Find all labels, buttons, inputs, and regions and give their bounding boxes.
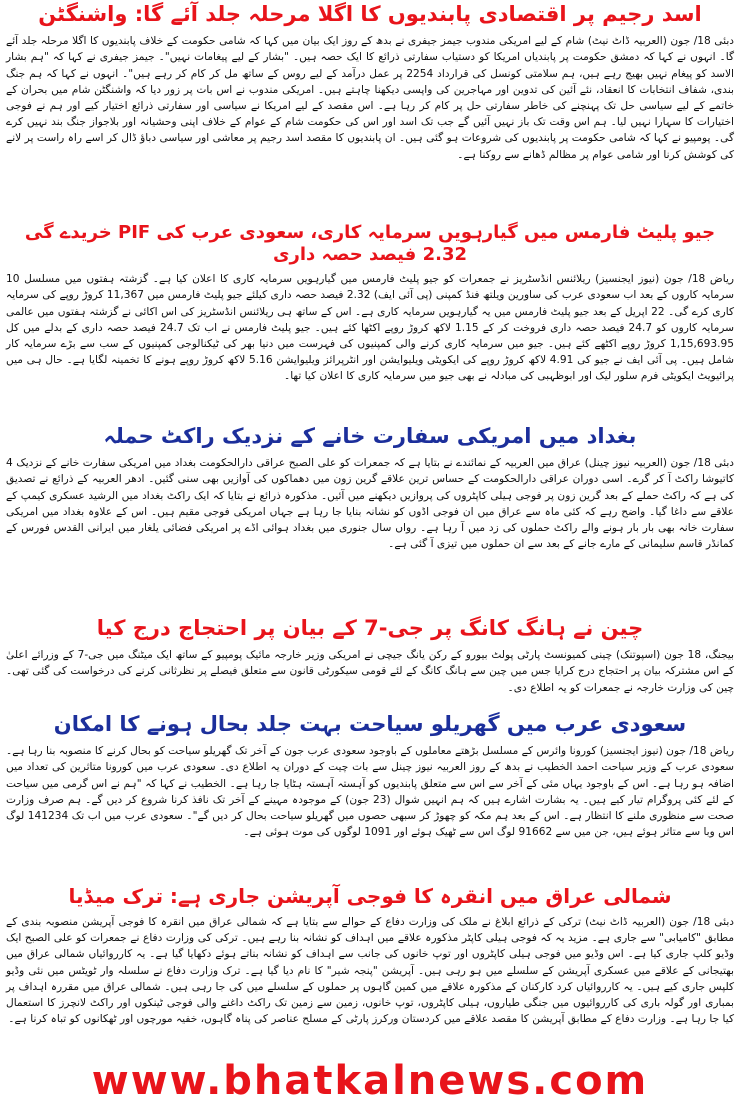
article-asad-sanctions bbox=[6, 2, 734, 163]
headline: شمالی عراق میں انقرہ کا فوجی آپریشن جاری ہے: ترک میڈیا bbox=[68, 884, 672, 908]
article-body: ریاض 18/ جون (نیوز ایجنسیز) ریلائنس انڈسٹریز نے جمعرات کو جیو پلیٹ فارمس میں گیارہویں سرمایہ کاری کا اعلان کیا ہے۔ گزشتہ ہفتوں میں مسلسل 10 سرمایہ کاروں کے بعد اب سعودی عرب کی ساورین ویلتھ فنڈ کمپنی (پی آئی ایف) 2.32 فیصد حصہ داری کیلئے جیو پلیٹ فارمس میں 11,367 کروڑ روپے کی سرمایہ کاری کرے گی۔ 22 اپریل کے بعد جیو پلیٹ فارمس میں یہ گیارہویں سرمایہ کاری ہے۔ اس کے ساتھ ہی ریلائنس انڈسٹریز کی اس اکائی نے گزشتہ ہفتوں میں عالمی سرمایہ کاروں کو 24.7 فیصد حصہ داری فروخت کر کے 1.15 لاکھ کروڑ روپے اکٹھا کئے ہیں۔ جیو پلیٹ فارمس نے اب تک 24.7 فیصد حصہ داری کے بدلے میں کل 1,15,693.95 کروڑ روپے اکٹھے کئے ہیں۔ جیو میں سرمایہ کاری کرنے والی کمپنیوں کی فہرست میں دنیا بھر کی ٹیکنالوجی کمپنیوں کے سب سے بڑے سرمایہ کار شامل ہیں۔ پی آئی ایف نے جیو کی 4.91 لاکھ کروڑ روپے کی ایکویٹی ویلیوایشن اور انٹرپرائز ویلیوایشن 5.16 لاکھ کروڑ روپے ہونے کا تخمینہ لگایا ہے۔ حال ہی میں پرائیویٹ ایکویٹی فرم سلور لیک اور ابوظہبی کی مبادلہ نے بھی جیو میں سرمایہ کاری کا اعلان کیا تھا۔ bbox=[6, 273, 735, 383]
article-body: دبئی 18/ جون (العربیہ ڈاٹ نیٹ) ترکی کے ذرائع ابلاغ نے ملک کی وزارت دفاع کے حوالے سے بتایا ہے کہ شمالی عراق میں انقرہ کا فوجی آپریشن منصوبہ بندی کے مطابق "کامیابی" سے جاری ہے۔ مزید یہ کہ فوجی ہیلی کاپٹر مذکورہ علاقے میں اہداف کو نشانہ بنا رہے ہیں۔ ترکی کی وزارت دفاع نے جمعرات کو علی الصبح ایک وڈیو کلپ جاری کیا ہے۔ اس وڈیو میں فوجی ہیلی کاپٹروں اور توپ خانوں کی جانب سے اہداف کو نشانہ بناتے ہوئے دکھایا گیا ہے۔ یہ کارروائیاں شمالی عراق میں بھتیجانی کے علاقے میں عسکری آپریشن کے سلسلے میں ہو رہی ہیں۔ آپریشن "پنجہ شیر" کا نام دیا گیا ہے۔ ترک وزارت دفاع نے سلسلہ وار ٹویٹس میں نئی وڈیو کلپس جاری کیے ہیں۔ یہ کارروائیاں کرد کارکنان کے مذکورہ علاقے میں کمین گاہوں پر حملوں کے سلسلے میں کی جا رہی ہیں۔ شمالی عراق میں مقررہ اہداف پر بمباری اور گولہ باری کی کارروائیوں میں جنگی طیاروں، ہیلی کاپٹروں، توپ خانوں، زمین سے زمین تک راکٹ داغنے والی فوجی ٹینکوں اور راکٹ لانچرز کا استعمال کیا جا رہا ہے۔ وزارت دفاع کے مطابق آپریشن کا مقصد علاقے میں کردستان ورکرز پارٹی کے مسلح عناصر کی پناہ گاہوں، خفیہ مورچوں اور ٹھکانوں کو تباہ کرنا ہے۔ bbox=[6, 916, 735, 1026]
article-iraq-operation bbox=[6, 884, 734, 1027]
headline: جیو پلیٹ فارمس میں گیارہویں سرمایہ کاری، سعودی عرب کی PIF خریدے گی 2.32 فیصد حصہ داری bbox=[24, 222, 716, 265]
article-jio-pif bbox=[6, 222, 734, 385]
headline: چین نے ہانگ کانگ پر جی-7 کے بیان پر احتجاج درج کیا bbox=[96, 616, 644, 640]
article-body: ریاض 18/ جون (نیوز ایجنسیز) کورونا وائرس کے مسلسل بڑھتے معاملوں کے باوجود سعودی عرب جون کے آخر تک گھریلو سیاحت کو بحال کرنے کا منصوبہ بنا رہا ہے۔ سعودی عرب کے وزیر سیاحت احمد الخطیب نے بدھ کے روز العربیہ نیوز چینل سے بات چیت کے دوران یہ اطلاع دی۔ سعودی عرب میں کورونا متاثرین کی تعداد میں اضافہ ہو رہا ہے۔ اس کے باوجود یہاں مئی کے آخر سے اس سے متعلق پابندیوں کو آہستہ آہستہ ہٹایا جا رہا ہے۔ الخطیب نے کہا کہ "ہم نے اس گرمی میں سیاحت کے لئے کئی پروگرام تیار کیے ہیں۔ یہ بشارت اشارے ہیں کہ ہم انہیں شوال (23 جون) کے موجودہ مہینے کے آخر تک نافذ کرنا شروع کر دیں گے۔ ہم صرف وزارت صحت سے منظوری ملنے کا انتظار ہے۔ اس کے بعد ہم مکہ کو چھوڑ کر سبھی حصوں میں گھریلو سیاحت بحال کر دیں گے"۔ سعودی عرب میں اب تک 141234 لوگ اس وبا سے متاثر ہوئے ہیں، جن میں سے 91662 لوگ اس سے ٹھیک ہوئے اور 1091 لوگوں کی موت ہوئی ہے۔ bbox=[6, 745, 734, 839]
article-saudi-tourism bbox=[6, 712, 734, 840]
headline: اسد رجیم پر اقتصادی پابندیوں کا اگلا مرحلہ جلد آئے گا: واشنگٹن bbox=[38, 2, 702, 26]
article-baghdad-rocket bbox=[6, 424, 734, 552]
article-body: دبئی 18/ جون (العربیہ ڈاٹ نیٹ) شام کے لیے امریکی مندوب جیمز جیفری نے بدھ کے روز ایک بیان میں کہا کہ شامی حکومت کے خلاف پابندیوں کا اگلا مرحلہ جلد آئے گا۔ انہوں نے کہا کہ دمشق حکومت پر پابندیاں امریکا کو دستیاب سفارتی ذرائع کا ایک حصہ ہیں۔ "بشار کے لیے پیغامات نہیں"۔ جیمز جیفری نے کہا کہ "ہم بشار الاسد کو پیغام نہیں بھیج رہے ہیں، ہم سلامتی کونسل کی قرارداد 2254 پر عمل درآمد کے لیے روس کے ساتھ مل کر کام کر رہے ہیں"۔ انہوں نے کہا کہ ہم جنگ بندی، شفاف انتخابات کا انعقاد، نئے آئین کی تدوین اور مہاجرین کی واپسی دیکھنا چاہتے ہیں۔ امریکی مندوب نے اس بات پر زور دیا کہ واشنگٹن شام میں بحران کے خاتمے کے لیے سیاسی حل تک پہنچنے کی خاطر سفارتی حل پر کام کر رہا ہے۔ اس مقصد کے لیے امریکا نے سیاسی اور سفارتی ذرائع اختیار کیے اور ہم نے فوجی اختیارات کا سہارا نہیں لیا۔ ہم اس وقت تک باز نہیں آئیں گے جب تک اسد اور اس کی حکومت شام کے عوام کے خلاف اپنی وحشیانہ اور بلاجواز جنگ بند نہیں کرے گی۔ پومپیو نے کہا کہ شامی حکومت پر پابندیوں کی شروعات ہو گئی ہیں۔ ان پابندیوں کا مقصد اسد رجیم پر معاشی اور سیاسی دباؤ ڈال کر اسے راہ راست پر لانے کی کوشش کرنا اور شامی عوام پر مظالم ڈھانے سے روکنا ہے۔ bbox=[6, 35, 735, 161]
article-body: دبئی 18/ جون (العربیہ نیوز چینل) عراق میں العربیہ کے نمائندے نے بتایا ہے کہ جمعرات کو علی الصبح عراقی دارالحکومت بغداد میں امریکی سفارت خانے کے نزدیک 4 کاتیوشا راکٹ آ کر گرے۔ اسی دوران عراقی دارالحکومت کے حساس ترین علاقے گرین زون میں دھماکوں کی آوازیں بھی سنی گئیں۔ ادھر العربیہ کے ذرائع نے تصدیق کی ہے کہ راکٹ حملے کے بعد گرین زون پر فوجی ہیلی کاپٹروں کی پروازیں دیکھنے میں آئیں۔ مذکورہ ذرائع نے بتایا کہ ایک راکٹ بغداد میں الرشید عسکری کیمپ کے علاقے سے داغا گیا۔ واضح رہے کہ کئی ماہ سے عراق میں ان فوجی اڈوں کو نشانہ بنایا جا رہا ہے جہاں امریکی فوجی مقیم ہیں۔ اس کے علاوہ بغداد میں امریکی سفارت خانہ بھی بار بار ہونے والے راکٹ حملوں کی زد میں آ رہا ہے۔ رواں سال جنوری میں بغداد ہوائی اڈے پر امریکی فضائی یلغار میں ایرانی القدس فورس کے کمانڈر قاسم سلیمانی کے مارے جانے کے بعد سے ان حملوں میں تیزی آ گئی ہے۔ bbox=[6, 457, 734, 551]
headline: بغداد میں امریکی سفارت خانے کے نزدیک راکٹ حملہ bbox=[103, 424, 637, 448]
headline: سعودی عرب میں گھریلو سیاحت بہت جلد بحال ہونے کا امکان bbox=[53, 712, 687, 736]
website-footer[interactable]: www.bhatkalnews.com bbox=[91, 1058, 649, 1104]
article-china-g7 bbox=[6, 616, 734, 696]
article-body: بیجنگ، 18 جون (اسپوتنک) چینی کمیونسٹ پارٹی پولٹ بیورو کے رکن یانگ جیچی نے امریکی وزیر خارجہ مائیک پومپیو کے ساتھ ایک میٹنگ میں جی-7 کے وزرائے اعلیٰ کے اس مشترکہ بیان پر احتجاج درج کرایا جس میں چین سے ہانگ کانگ کے لئے قومی سیکورٹی قانون سے متعلق فیصلے پر نظرثانی کرنے کی درخواست کی گئی تھی۔ چین کی وزارت خارجہ نے جمعرات کو یہ اطلاع دی۔ bbox=[6, 649, 734, 694]
